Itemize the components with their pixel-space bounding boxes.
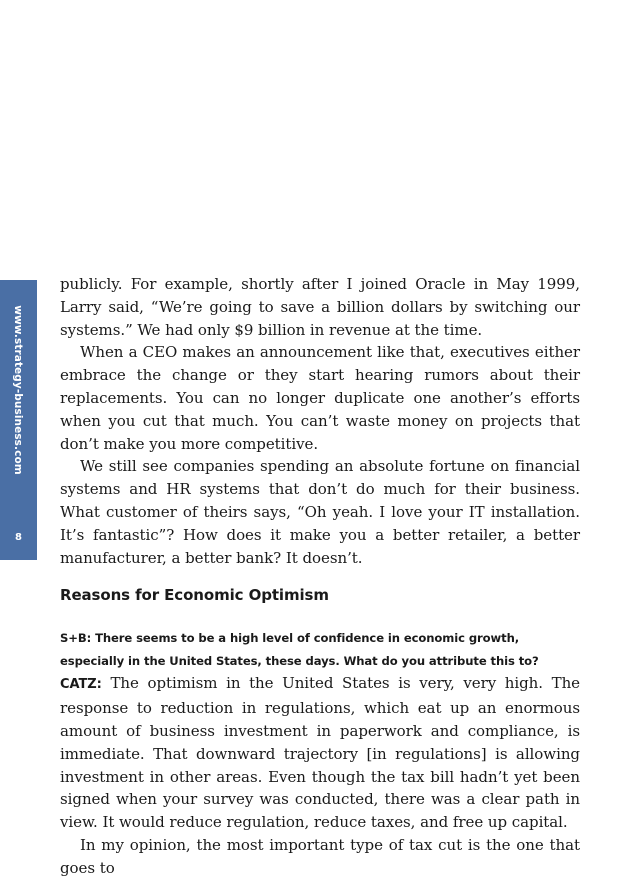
paragraph: We still see companies spending an absolute fortune on financial systems and HR systems that don’t do much for their business. What customer of theirs says, “Oh yeah. I love your IT installation. It’s fantastic”? How does it make you a better retailer, a better manufacturer, a better bank? It doesn’t. <box>60 457 580 567</box>
paragraph: publicly. For example, shortly after I joined Oracle in May 1999, Larry said, “We’re going to save a billion dollars by switching our systems.” We had only $9 billion in revenue at the time. <box>60 275 580 339</box>
sidebar-url: www.strategy-business.com <box>12 305 24 475</box>
paragraph: In my opinion, the most important type of tax cut is the one that goes to <box>60 835 580 877</box>
paragraph: When a CEO makes an announcement like that, executives either embrace the change or they start hearing rumors about their replacements. You can no longer duplicate one another’s efforts when you cut that much. You can’t waste money on projects that don’t make you more competitive. <box>60 343 580 453</box>
section-heading: Reasons for Economic Optimism <box>60 586 329 605</box>
speaker-label: CATZ: <box>60 677 102 693</box>
answer-text: The optimism in the United States is very, very high. The response to reduction in regulations, which eat up an enormous amount of business investment in paperwork and compliance, is immediate. That downward trajectory [in regulations] is allowing investment in other areas. Even though the tax bill hadn’t yet been signed when your survey was conducted, there was a clear path in view. It would reduce regulation, reduce taxes, and free up capital. <box>60 674 581 832</box>
article-body <box>60 273 580 880</box>
interview-answer <box>60 672 580 834</box>
page-number: 8 <box>15 532 22 543</box>
interview-question: S+B: There seems to be a high level of confidence in economic growth, especially in the United States, these days. What do you attribute this to? <box>60 631 539 668</box>
